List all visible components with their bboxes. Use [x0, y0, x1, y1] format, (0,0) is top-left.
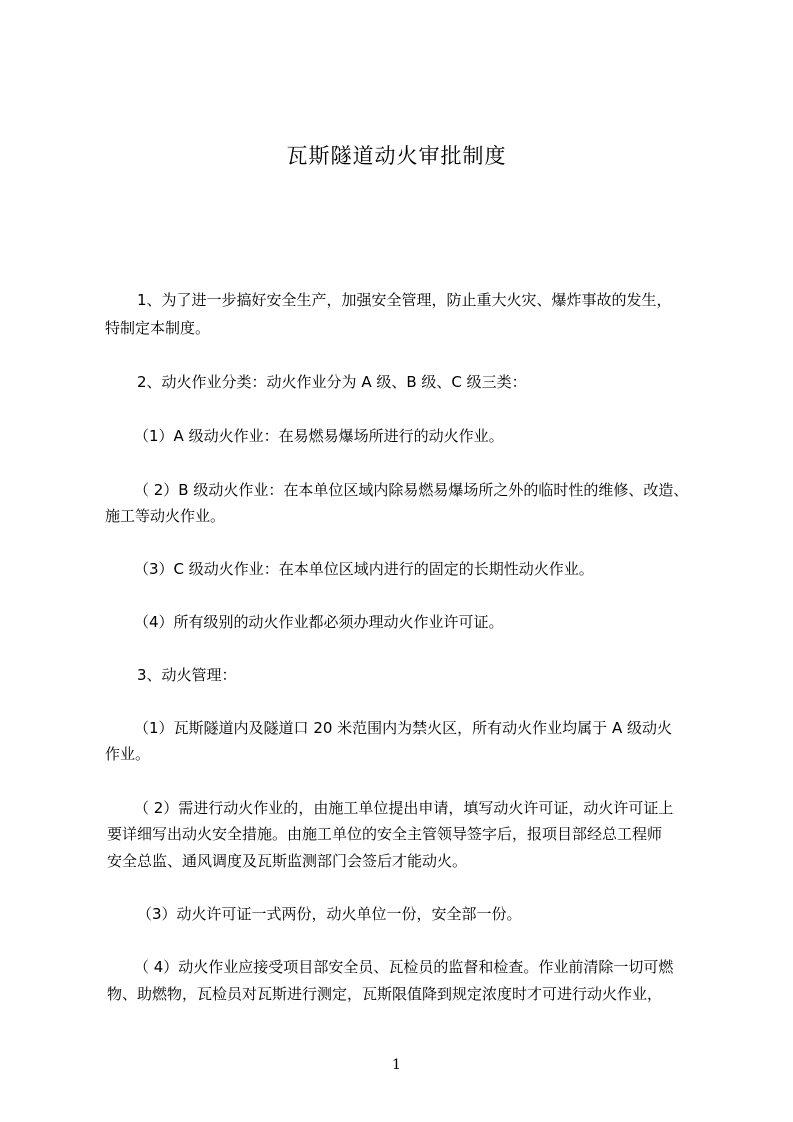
paragraph-2: 2、动火作业分类：动火作业分为 A 级、B 级、C 级三类： — [137, 373, 527, 391]
page-number: 1 — [392, 1057, 401, 1073]
paragraph-3-item-4-line-2: 物、助燃物，瓦检员对瓦斯进行测定，瓦斯限值降到规定浓度时才可进行动火作业， — [107, 985, 663, 1003]
paragraph-1-line-2: 特制定本制度。 — [105, 319, 211, 337]
paragraph-3-item-4-line-1: （ 4）动火作业应接受项目部安全员、瓦检员的监督和检查。作业前清除一切可燃 — [134, 958, 674, 976]
paragraph-2-item-1: （1）A 级动火作业：在易燃易爆场所进行的动火作业。 — [134, 427, 504, 445]
paragraph-3-item-1-line-2: 作业。 — [105, 745, 151, 763]
paragraph-3-item-2-line-3: 安全总监、通风调度及瓦斯监测部门会签后才能动火。 — [107, 852, 468, 870]
paragraph-3-item-2-line-2: 要详细写出动火安全措施。由施工单位的安全主管领导签字后，报项目部经总工程师 — [107, 825, 663, 843]
paragraph-2-item-2-line-2: 施工等动火作业。 — [105, 507, 226, 525]
paragraph-3-item-1-line-1: （1）瓦斯隧道内及隧道口 20 米范围内为禁火区，所有动火作业均属于 A 级动火 — [134, 719, 672, 737]
paragraph-3-item-2-line-1: （ 2）需进行动火作业的，由施工单位提出申请，填写动火许可证，动火许可证上 — [134, 799, 674, 817]
paragraph-2-item-2-line-1: （ 2）B 级动火作业：在本单位区域内除易燃易爆场所之外的临时性的维修、改造、 — [134, 481, 689, 499]
paragraph-2-item-4: （4）所有级别的动火作业都必须办理动火作业许可证。 — [134, 613, 504, 631]
paragraph-2-item-3: （3）C 级动火作业：在本单位区域内进行的固定的长期性动火作业。 — [134, 560, 594, 578]
paragraph-1-line-1: 1、为了进一步搞好安全生产，加强安全管理，防止重大火灾、爆炸事故的发生， — [137, 291, 672, 309]
document-title: 瓦斯隧道动火审批制度 — [286, 144, 507, 168]
paragraph-3: 3、动火管理： — [137, 666, 237, 684]
paragraph-3-item-3: （3）动火许可证一式两份，动火单位一份，安全部一份。 — [137, 905, 522, 923]
